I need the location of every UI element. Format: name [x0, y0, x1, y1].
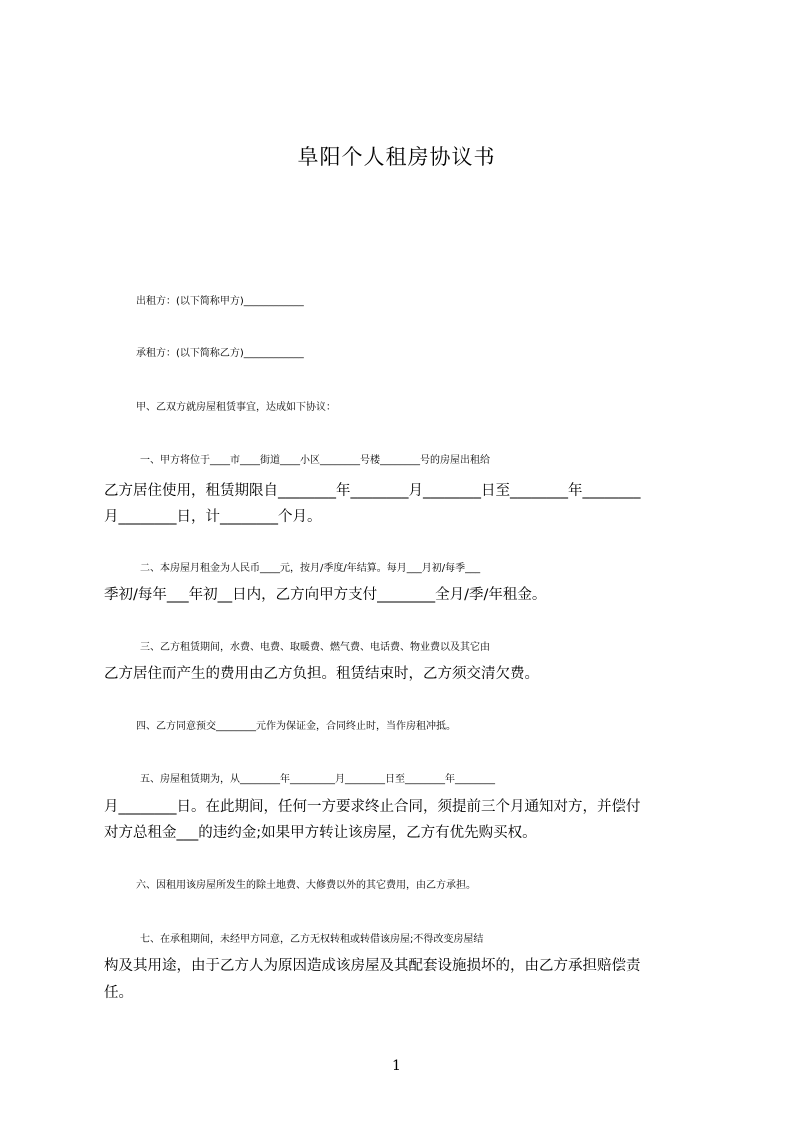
party-a-line: 出租方：(以下简称甲方)____________ — [136, 296, 304, 307]
clause-1-line-3: 月________日，计________个月。 — [104, 509, 322, 525]
clause-1-line-2: 乙方居住使用，租赁期限自________年________月________日至________年________ — [104, 483, 641, 499]
clause-7-line-1: 七、在承租期间，未经甲方同意，乙方无权转租或转借该房屋;不得改变房屋结 — [140, 934, 484, 945]
clause-3-line-1: 三、乙方租赁期间，水费、电费、取暖费、燃气费、电话费、物业费以及其它由 — [140, 642, 490, 653]
clause-7-line-3: 任。 — [104, 985, 133, 1001]
clause-5-line-1: 五、房屋租赁期为，从________年_________月________日至________年________ — [140, 774, 495, 785]
clause-2-line-1: 二、本房屋月租金为人民币____元，按月/季度/年结算。每月___月初/每季___ — [140, 563, 481, 574]
clause-6-line-1: 六、因租用该房屋所发生的除土地费、大修费以外的其它费用，由乙方承担。 — [136, 880, 476, 891]
document-title: 阜阳个人租房协议书 — [297, 145, 496, 169]
agreement-intro: 甲、乙双方就房屋租赁事宜，达成如下协议： — [136, 402, 336, 413]
clause-1-line-1: 一、甲方将位于____市____街道____小区________号楼________号的房屋出租给 — [140, 455, 490, 466]
clause-5-line-2: 月________日。在此期间，任何一方要求终止合同，须提前三个月通知对方，并偿付 — [104, 799, 641, 815]
clause-7-line-2: 构及其用途，由于乙方人为原因造成该房屋及其配套设施损坏的，由乙方承担赔偿责 — [104, 958, 641, 974]
page-number: 1 — [392, 1058, 401, 1074]
clause-4-line-1: 四、乙方同意预交________元作为保证金，合同终止时，当作房租冲抵。 — [136, 721, 456, 732]
clause-5-line-3: 对方总租金___的违约金;如果甲方转让该房屋，乙方有优先购买权。 — [104, 825, 537, 841]
clause-3-line-2: 乙方居住而产生的费用由乙方负担。租赁结束时，乙方须交清欠费。 — [104, 666, 539, 682]
clause-2-line-2: 季初/每年___年初__日内，乙方向甲方支付________全月/季/年租金。 — [104, 587, 547, 603]
party-b-line: 承租方：(以下简称乙方)____________ — [136, 348, 304, 359]
